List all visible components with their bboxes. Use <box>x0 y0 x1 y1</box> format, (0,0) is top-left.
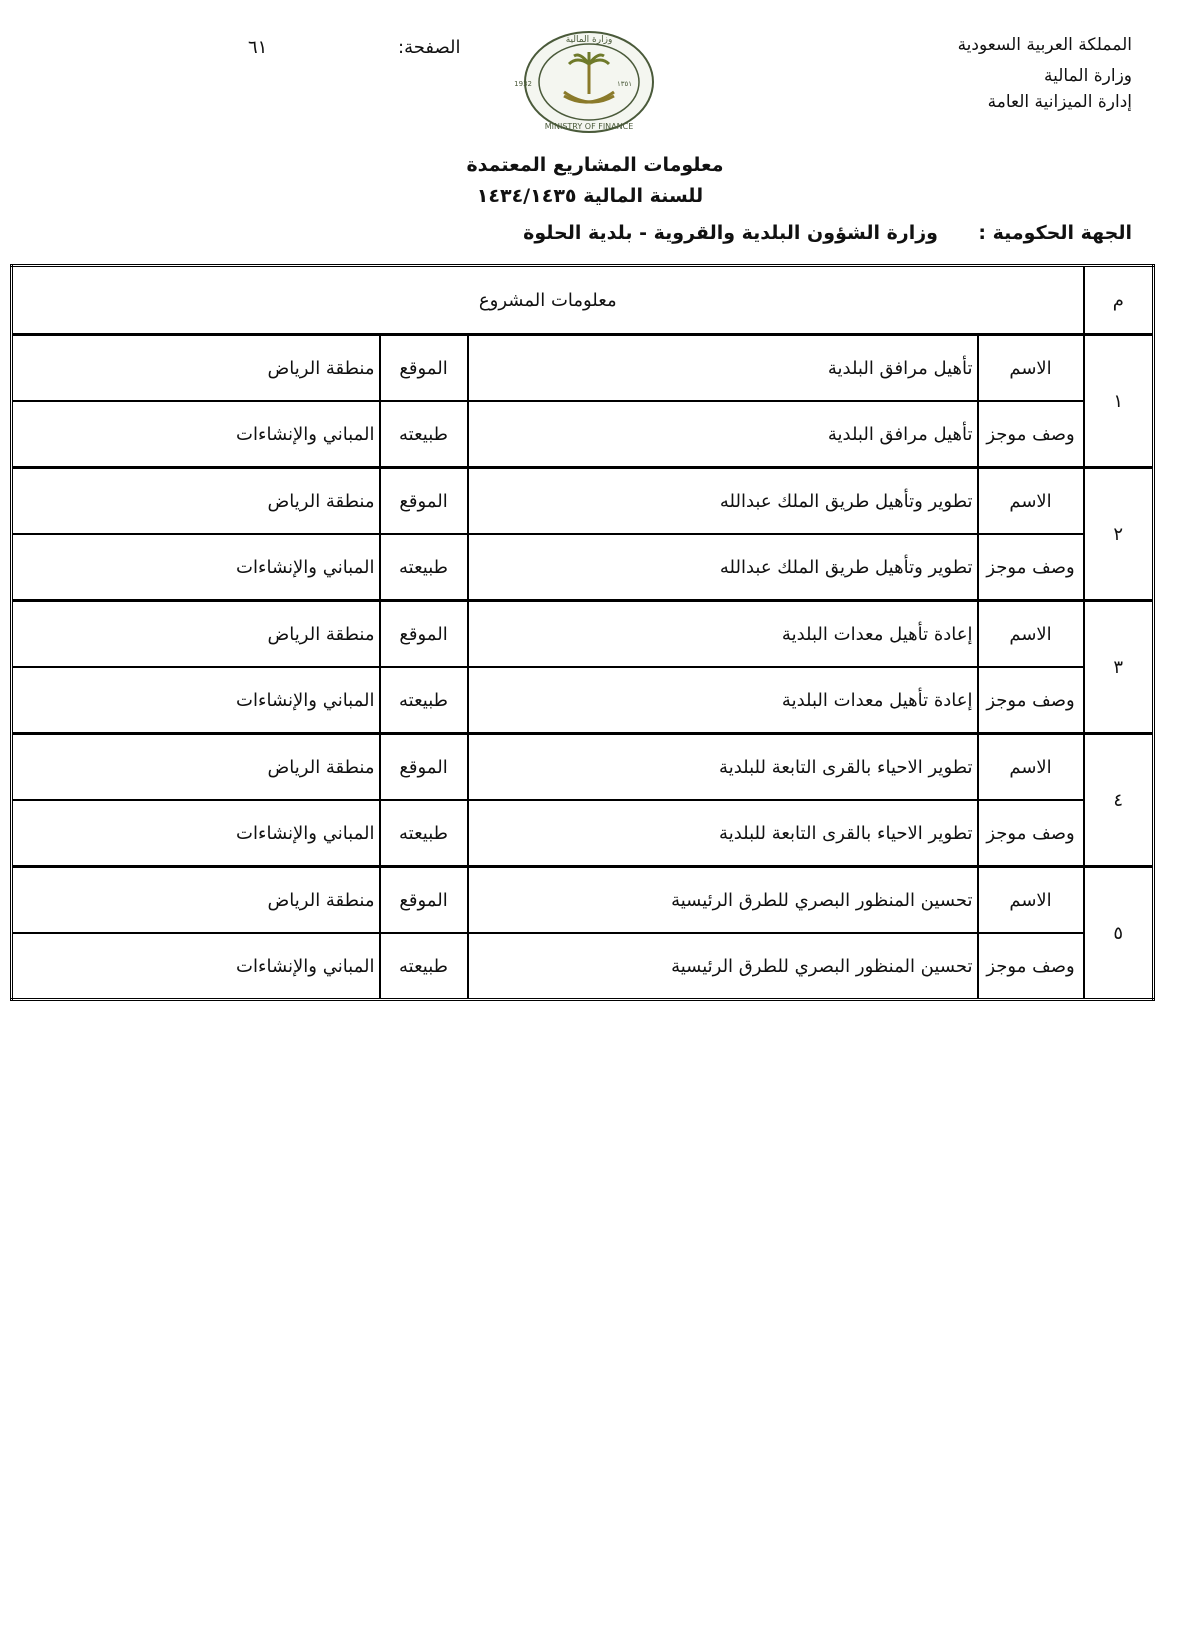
location-label: الموقع <box>380 601 468 668</box>
table-row <box>12 335 1154 402</box>
description-label: وصف موجز <box>978 667 1084 734</box>
description-label: وصف موجز <box>978 534 1084 601</box>
name-label: الاسم <box>978 468 1084 535</box>
project-description: تأهيل مرافق البلدية <box>468 401 978 468</box>
table-row <box>12 534 1154 601</box>
location-label: الموقع <box>380 734 468 801</box>
nature-label: طبيعته <box>380 667 468 734</box>
page-number: ٦١ <box>248 37 268 58</box>
project-description: إعادة تأهيل معدات البلدية <box>468 667 978 734</box>
project-nature: المباني والإنشاءات <box>12 534 380 601</box>
seal-year-right: ١٣٥١ <box>616 80 632 88</box>
nature-label: طبيعته <box>380 933 468 1000</box>
row-index: ٥ <box>1084 867 1154 1000</box>
project-location: منطقة الرياض <box>12 601 380 668</box>
table-row <box>12 867 1154 934</box>
ministry-seal-logo <box>514 30 656 134</box>
table-row <box>12 933 1154 1000</box>
description-label: وصف موجز <box>978 800 1084 867</box>
project-nature: المباني والإنشاءات <box>12 933 380 1000</box>
project-location: منطقة الرياض <box>12 468 380 535</box>
table-row <box>12 667 1154 734</box>
project-nature: المباني والإنشاءات <box>12 667 380 734</box>
description-label: وصف موجز <box>978 401 1084 468</box>
page-label: الصفحة: <box>398 37 461 58</box>
project-description: تحسين المنظور البصري للطرق الرئيسية <box>468 933 978 1000</box>
document-title: معلومات المشاريع المعتمدة <box>466 154 724 176</box>
project-location: منطقة الرياض <box>12 867 380 934</box>
nature-label: طبيعته <box>380 800 468 867</box>
projects-table <box>10 264 1155 1001</box>
project-nature: المباني والإنشاءات <box>12 401 380 468</box>
name-label: الاسم <box>978 335 1084 402</box>
nature-label: طبيعته <box>380 534 468 601</box>
row-index: ٤ <box>1084 734 1154 867</box>
location-label: الموقع <box>380 335 468 402</box>
project-location: منطقة الرياض <box>12 335 380 402</box>
project-name: إعادة تأهيل معدات البلدية <box>468 601 978 668</box>
index-column-header: م <box>1084 266 1154 335</box>
ministry-name: وزارة المالية <box>1044 66 1132 86</box>
department-name: إدارة الميزانية العامة <box>987 92 1132 112</box>
table-row <box>12 800 1154 867</box>
project-description: تطوير الاحياء بالقرى التابعة للبلدية <box>468 800 978 867</box>
name-label: الاسم <box>978 601 1084 668</box>
seal-text-bottom: MINISTRY OF FINANCE <box>544 122 634 131</box>
row-index: ٢ <box>1084 468 1154 601</box>
project-info-header: معلومات المشروع <box>12 266 1084 335</box>
seal-text-top: وزارة المالية <box>565 35 613 45</box>
project-location: منطقة الرياض <box>12 734 380 801</box>
table-row <box>12 401 1154 468</box>
seal-year-left: 1932 <box>514 80 532 88</box>
entity-label: الجهة الحكومية : <box>978 222 1132 244</box>
row-index: ١ <box>1084 335 1154 468</box>
project-name: تطوير وتأهيل طريق الملك عبدالله <box>468 468 978 535</box>
fiscal-year: للسنة المالية ١٤٣٤/١٤٣٥ <box>476 185 704 207</box>
kingdom-name: المملكة العربية السعودية <box>957 35 1132 55</box>
project-name: تحسين المنظور البصري للطرق الرئيسية <box>468 867 978 934</box>
name-label: الاسم <box>978 867 1084 934</box>
entity-value: وزارة الشؤون البلدية والقروية - بلدية الحلوة <box>523 222 938 244</box>
row-index: ٣ <box>1084 601 1154 734</box>
table-header-row <box>12 266 1154 335</box>
project-name: تأهيل مرافق البلدية <box>468 335 978 402</box>
name-label: الاسم <box>978 734 1084 801</box>
project-name: تطوير الاحياء بالقرى التابعة للبلدية <box>468 734 978 801</box>
table-row <box>12 601 1154 668</box>
table-row <box>12 468 1154 535</box>
project-nature: المباني والإنشاءات <box>12 800 380 867</box>
location-label: الموقع <box>380 468 468 535</box>
nature-label: طبيعته <box>380 401 468 468</box>
location-label: الموقع <box>380 867 468 934</box>
description-label: وصف موجز <box>978 933 1084 1000</box>
project-description: تطوير وتأهيل طريق الملك عبدالله <box>468 534 978 601</box>
table-row <box>12 734 1154 801</box>
